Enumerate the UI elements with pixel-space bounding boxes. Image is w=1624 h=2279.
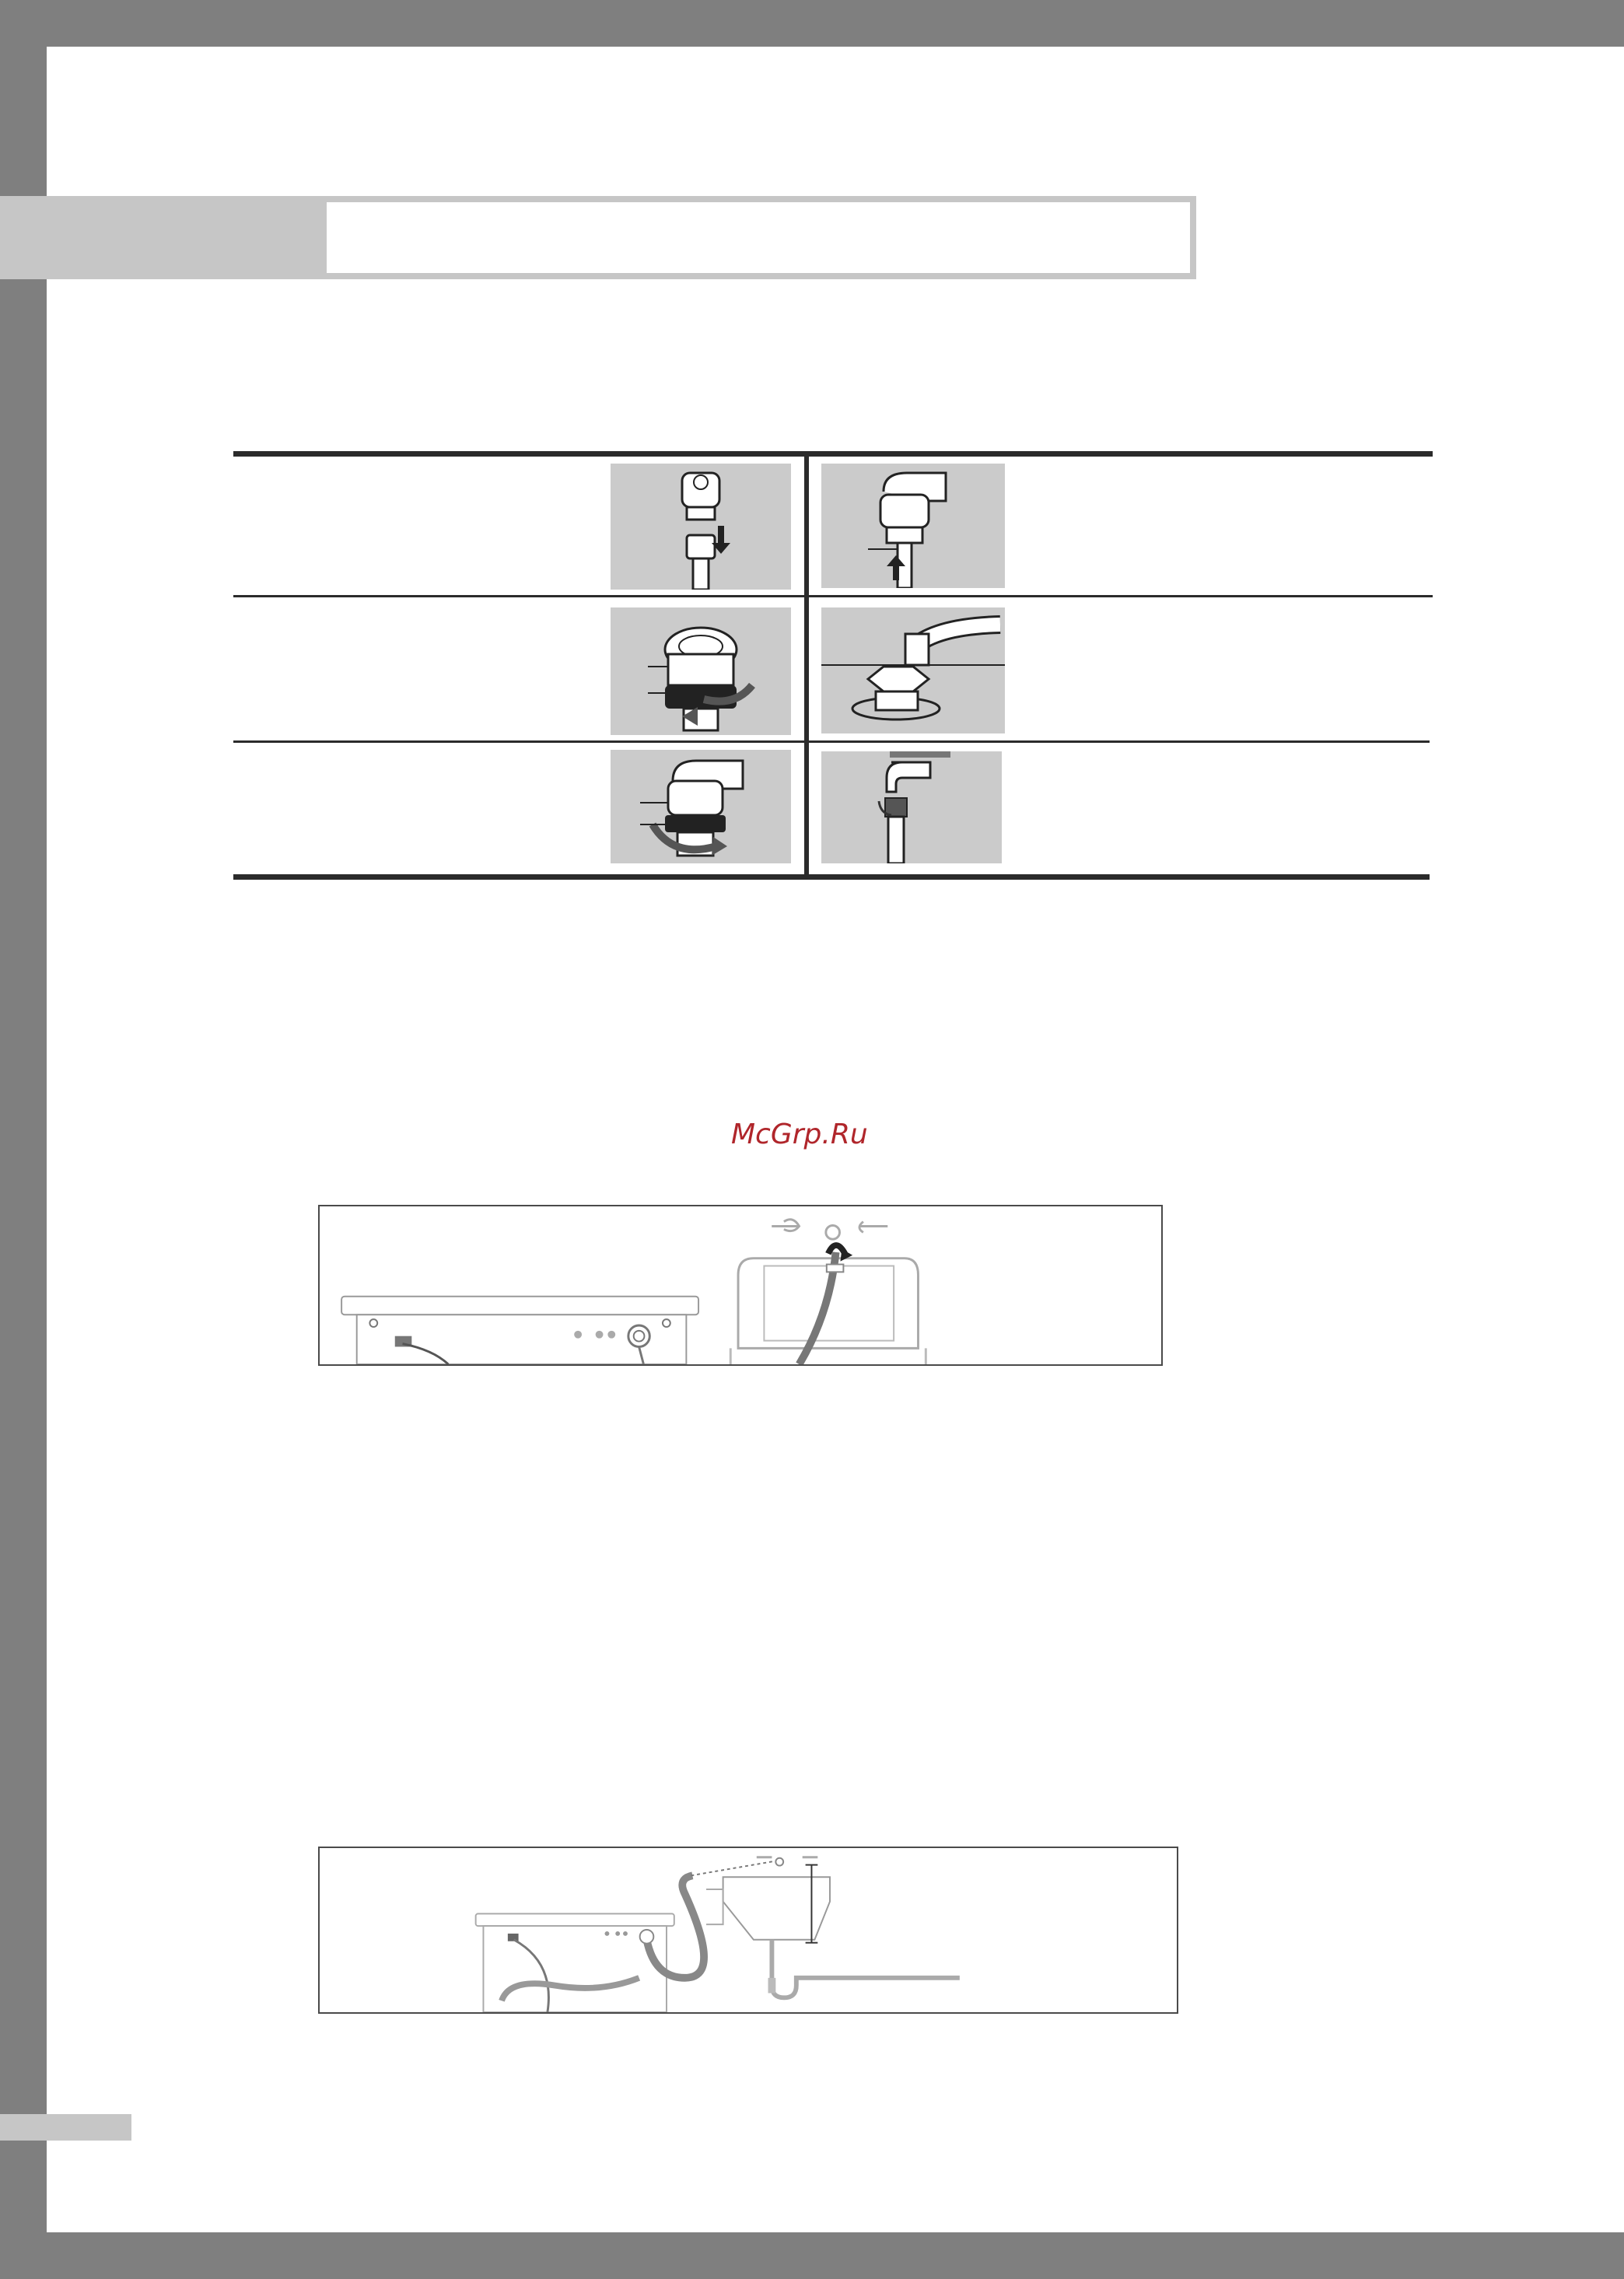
adapter-push-up-icon (821, 464, 1005, 588)
header-tab-block (0, 196, 325, 279)
step-3-illustration (611, 607, 791, 735)
adapter-tighten-icon (611, 607, 791, 735)
table-bottom-rule (233, 874, 1430, 880)
table-column-divider (804, 455, 809, 877)
step-4-illustration (821, 607, 1005, 733)
hose-connect-icon (821, 607, 1005, 733)
adapter-attach-icon (611, 464, 791, 590)
step-2-illustration (821, 464, 1005, 588)
step-1-illustration (611, 464, 791, 590)
table-row-divider (233, 595, 1433, 597)
step-6-illustration (821, 751, 1002, 863)
drain-hose-sink-icon (320, 1206, 1161, 1364)
adapter-rotate-icon (611, 750, 791, 863)
watermark: McGrp.Ru (731, 1118, 868, 1150)
header-title-box (320, 196, 1196, 279)
table-top-rule (233, 451, 1433, 457)
page-number-tab (0, 2114, 131, 2141)
drain-hose-standpipe-icon (320, 1848, 1177, 2012)
drain-hose-standpipe-figure (318, 1847, 1178, 2014)
step-5-illustration (611, 750, 791, 863)
drain-hose-sink-figure (318, 1205, 1163, 1366)
tap-connect-icon (821, 751, 1002, 863)
table-row-divider (233, 740, 1430, 743)
